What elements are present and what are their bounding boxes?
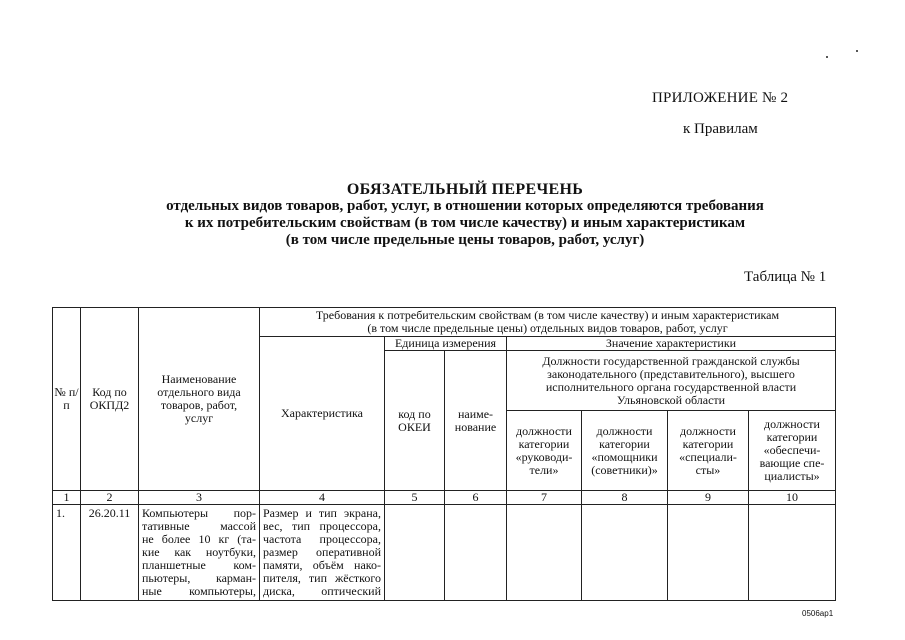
- col-header-code: Код по ОКПД2: [81, 308, 139, 491]
- title-line-4: (в том числе предельные цены товаров, работ, услуг): [285, 232, 645, 248]
- row-cell-cat-helpers: [582, 505, 668, 601]
- col-header-cat-specialists: должности категории «специали-сты»: [668, 411, 749, 491]
- col-number: 9: [668, 491, 749, 505]
- requirements-header: [260, 308, 836, 337]
- row-name-line: кие как ноутбуки,: [142, 545, 256, 559]
- col-number: 10: [749, 491, 836, 505]
- row-cell-cat-support: [749, 505, 836, 601]
- row-no: 1.: [53, 505, 81, 601]
- row-characteristic-line: размер оперативной: [263, 545, 381, 559]
- scan-speck: [856, 50, 858, 52]
- row-characteristic: [260, 505, 385, 601]
- col-header-name: Наименование отдельного вида товаров, работ, услуг: [139, 308, 260, 491]
- row-cell-unit-name: [445, 505, 507, 601]
- title-line-2: отдельных видов товаров, работ, услуг, в отношении которых определяются требования: [166, 198, 764, 214]
- row-cell-cat-specialists: [668, 505, 749, 601]
- to-rules-label: к Правилам: [683, 121, 758, 137]
- col-header-unit-name: наиме-нование: [445, 351, 507, 491]
- requirements-header-line-2: (в том числе предельные цены) отдельных видов товаров, работ, услуг: [367, 321, 728, 335]
- table-row: [53, 505, 836, 601]
- title-line-3: к их потребительским свойствам (в том числе качеству) и иным характеристикам: [184, 215, 746, 231]
- col-number: 8: [582, 491, 668, 505]
- col-number: 3: [139, 491, 260, 505]
- value-header: Значение характеристики: [507, 337, 836, 351]
- row-cell-okei: [385, 505, 445, 601]
- col-number: 4: [260, 491, 385, 505]
- col-header-okei: код по ОКЕИ: [385, 351, 445, 491]
- col-number: 7: [507, 491, 582, 505]
- col-header-characteristic: Характеристика: [260, 337, 385, 491]
- requirements-table: [52, 307, 836, 601]
- row-characteristic-line: вес, тип процессора,: [263, 519, 381, 533]
- row-characteristic-line: диска, оптический: [263, 584, 381, 598]
- row-code: 26.20.11: [81, 505, 139, 601]
- col-number: 2: [81, 491, 139, 505]
- scan-speck: [826, 56, 828, 58]
- row-characteristic-line: частота процессора,: [263, 532, 381, 546]
- document-title: [100, 181, 830, 249]
- row-name-line: пьютеры, карман-: [142, 571, 256, 585]
- appendix-label: ПРИЛОЖЕНИЕ № 2: [652, 90, 789, 106]
- row-name: [139, 505, 260, 601]
- row-name-line: планшетные ком-: [142, 558, 256, 572]
- positions-header: Должности государственной гражданской службы законодательного (представительного), высшего исполнительного органа государственной власти Ульяновской области: [507, 351, 836, 411]
- footer-code: 0506ар1: [802, 609, 834, 618]
- row-characteristic-line: пителя, тип жёсткого: [263, 571, 381, 585]
- unit-header: Единица измерения: [385, 337, 507, 351]
- col-number: 5: [385, 491, 445, 505]
- col-header-cat-heads: должности категории «руководи-тели»: [507, 411, 582, 491]
- row-name-line: Компьютеры пор-: [142, 506, 256, 520]
- row-characteristic-line: памяти, объём нако-: [263, 558, 381, 572]
- col-number: 1: [53, 491, 81, 505]
- row-characteristic-line: Размер и тип экрана,: [263, 506, 381, 520]
- table-number-label: Таблица № 1: [744, 269, 827, 285]
- title-main: ОБЯЗАТЕЛЬНЫЙ ПЕРЕЧЕНЬ: [346, 181, 584, 198]
- col-header-cat-support: должности категории «обеспечи-вающие спе-циалисты»: [749, 411, 836, 491]
- requirements-header-line-1: Требования к потребительским свойствам (в том числе качеству) и иным характеристикам: [315, 308, 780, 322]
- col-header-no: № п/п: [53, 308, 81, 491]
- row-name-line: ные компьютеры,: [142, 584, 256, 598]
- row-cell-cat-heads: [507, 505, 582, 601]
- row-name-line: тативные массой: [142, 519, 256, 533]
- row-name-line: не более 10 кг (та-: [142, 532, 256, 546]
- col-header-cat-helpers: должности категории «помощники (советники)»: [582, 411, 668, 491]
- col-number: 6: [445, 491, 507, 505]
